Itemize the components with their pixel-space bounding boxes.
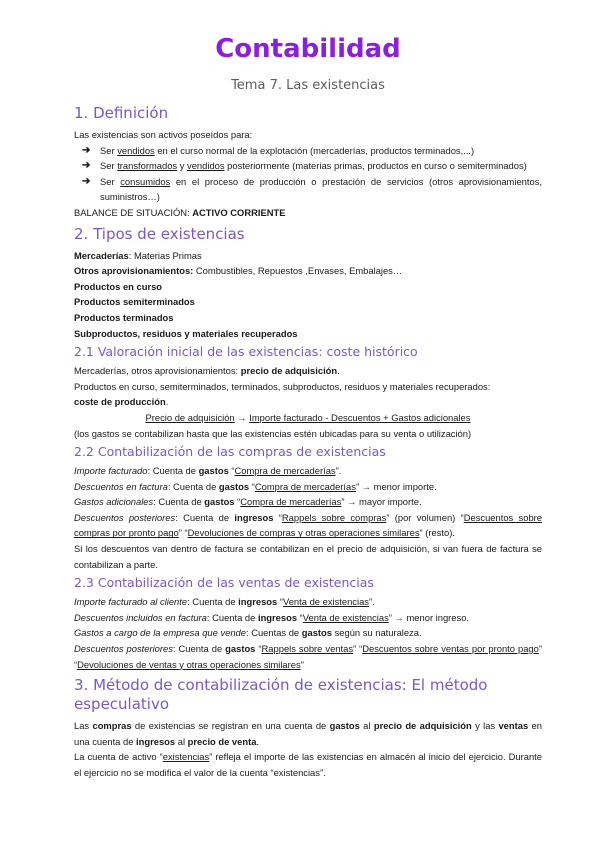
types-semiterminados: Productos semiterminados [74, 296, 195, 308]
types-terminados: Productos terminados [74, 311, 174, 323]
ventas-line-4: Descuentos posteriores: Cuenta de gastos “Rappels sobre ventas” “Descuentos sobre ventas por pronto pago” “Devoluciones de ventas y otras operaciones similares” [74, 643, 542, 670]
valoracion-line-2: Productos en curso, semiterminados, terminados, subproductos, residuos y materiales recuperados: [74, 380, 491, 392]
valoracion-line-3: coste de producción. [74, 396, 169, 408]
ventas-line-1: Importe facturado al cliente: Cuenta de ingresos “Venta de existencias”. [74, 596, 375, 608]
list-item: ➔ Ser consumidos en el proceso de producción o prestación de servicios (otros aprovisionamientos, suministros…) [82, 175, 542, 203]
list-item: ➔ Ser vendidos en el curso normal de la explotación (mercaderías, productos terminados,...) [74, 143, 542, 159]
types-subproductos: Subproductos, residuos y materiales recuperados [74, 327, 298, 339]
compras-line-2: Descuentos en factura: Cuenta de gastos “Compra de mercaderías” → menor importe. [74, 480, 437, 492]
metodo-paragraph-1: Las compras de existencias se registran en una cuenta de gastos al precio de adquisición y las ventas en una cuenta de ingresos al precio de venta. [74, 720, 542, 747]
document-subtitle: Tema 7. Las existencias [231, 78, 385, 93]
ventas-line-3: Gastos a cargo de la empresa que vende: Cuentas de gastos según su naturaleza. [74, 627, 422, 639]
list-item: ➔ Ser transformados y vendidos posteriormente (materias primas, productos en curso o semiterminados) [74, 158, 542, 174]
right-arrow-icon: ➔ [82, 144, 91, 156]
section-2-heading: 2. Tipos de existencias [74, 224, 245, 243]
compras-line-4: Descuentos posteriores: Cuenta de ingresos “Rappels sobre compras” (por volumen) “Descuentos sobre compras por pronto pago” “Devoluciones de compras y otras operaciones similares” (resto). [74, 511, 542, 539]
section-3-heading: 3. Método de contabilización de existencias: El método especulativo [74, 676, 488, 714]
valoracion-note: (los gastos se contabilizan hasta que las existencias estén ubicadas para su venta o utilización) [74, 427, 472, 439]
definition-list [74, 143, 542, 205]
compras-line-5: Si los descuentos van dentro de factura se contabilizan en el precio de adquisición, si van fuera de factura se contabilizan a parte. [74, 543, 542, 570]
compras-line-3: Gastos adicionales: Cuenta de gastos “Compra de mercaderías” → mayor importe. [74, 496, 422, 508]
section-1-heading: 1. Definición [74, 104, 169, 122]
types-otros: Otros aprovisionamientos: Combustibles, Repuestos ,Envases, Embalajes… [74, 265, 403, 277]
ventas-line-2: Descuentos incluidos en factura: Cuenta de ingresos “Venta de existencias” → menor ingreso. [74, 611, 470, 623]
right-arrow-icon: ➔ [82, 160, 91, 172]
section-2-2-heading: 2.2 Contabilización de las compras de existencias [74, 444, 386, 460]
metodo-paragraph-2: La cuenta de activo “existencias” refleja el importe de las existencias en almacén al inicio del ejercicio. Durante el ejercicio no se modifica el valor de la cuenta “existencias”. [74, 751, 542, 778]
section-2-1-heading: 2.1 Valoración inicial de las existencias: coste histórico [74, 344, 418, 360]
types-productos-curso: Productos en curso [74, 280, 163, 292]
valoracion-line-1: Mercaderías, otros aprovisionamientos: precio de adquisición. [74, 365, 340, 377]
balance-line: BALANCE DE SITUACIÓN: ACTIVO CORRIENTE [74, 206, 286, 218]
formula-line: Precio de adquisición → Importe facturado - Descuentos + Gastos adicionales [145, 411, 471, 423]
section-1-intro: Las existencias son activos poseídos para: [74, 129, 253, 140]
right-arrow-icon: ➔ [82, 175, 91, 187]
types-mercaderias: Mercaderías: Materias Primas [74, 249, 202, 261]
document-title: Contabilidad [215, 34, 401, 64]
compras-line-1: Importe facturado: Cuenta de gastos “Compra de mercaderías”. [74, 465, 342, 477]
section-2-3-heading: 2.3 Contabilización de las ventas de existencias [74, 575, 374, 591]
